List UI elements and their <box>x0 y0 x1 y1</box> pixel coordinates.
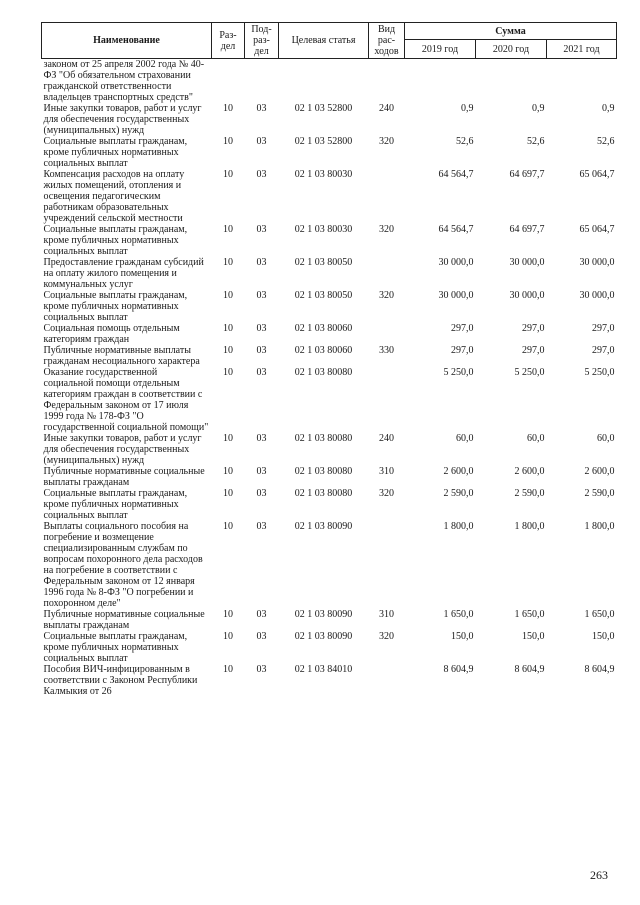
budget-table <box>41 22 617 697</box>
row-2021 <box>547 59 617 104</box>
row-vid: 310 <box>379 609 394 620</box>
row-2020: 1 800,0 <box>514 521 545 532</box>
row-2021: 297,0 <box>592 323 615 334</box>
row-vid: 240 <box>379 103 394 114</box>
row-podrazdel: 03 <box>256 631 267 642</box>
table-row <box>42 103 617 136</box>
row-name: Выплаты социального пособия на погребение и возмещение специализированным службам по вопросам похоронного дела расходов на погребение в соответствии с Федеральным законом от 12 января 1996 года № 8-ФЗ "О погребении и похоронном деле" <box>43 521 203 609</box>
row-2020: 2 600,0 <box>514 466 545 477</box>
row-2021: 60,0 <box>597 433 615 444</box>
row-2020: 5 250,0 <box>514 367 545 378</box>
row-2019: 0,9 <box>461 103 474 114</box>
row-2019: 64 564,7 <box>438 169 474 180</box>
row-razdel: 10 <box>223 103 233 114</box>
row-podrazdel: 03 <box>256 367 267 378</box>
row-vid <box>369 59 405 104</box>
row-target: 02 1 03 52800 <box>294 103 353 114</box>
row-podrazdel: 03 <box>256 257 267 268</box>
row-razdel: 10 <box>223 609 233 620</box>
row-razdel: 10 <box>223 631 233 642</box>
row-razdel: 10 <box>223 323 233 334</box>
row-podrazdel: 03 <box>256 345 267 356</box>
row-podrazdel: 03 <box>256 290 267 301</box>
row-vid: 330 <box>379 345 394 356</box>
table-row <box>42 224 617 257</box>
row-razdel: 10 <box>223 169 233 180</box>
header-podrazdel: Под-раз-дел <box>245 23 279 59</box>
row-name: Социальные выплаты гражданам, кроме публичных нормативных социальных выплат <box>43 290 188 323</box>
row-2020: 30 000,0 <box>509 290 545 301</box>
row-2021: 65 064,7 <box>579 169 615 180</box>
row-2019: 60,0 <box>456 433 474 444</box>
row-2019: 52,6 <box>456 136 474 147</box>
row-target: 02 1 03 80080 <box>294 367 353 378</box>
row-vid <box>369 257 405 290</box>
row-podrazdel: 03 <box>256 609 267 620</box>
row-podrazdel: 03 <box>256 664 267 675</box>
row-2020: 150,0 <box>522 631 545 642</box>
header-target: Целевая статья <box>279 23 369 59</box>
header-2020: 2020 год <box>476 40 547 59</box>
row-name: Публичные нормативные социальные выплаты гражданам <box>43 466 205 488</box>
table-row <box>42 488 617 521</box>
header-razdel: Раз-дел <box>212 23 245 59</box>
row-podrazdel: 03 <box>256 433 267 444</box>
row-2019: 297,0 <box>451 323 474 334</box>
row-2019: 1 800,0 <box>443 521 474 532</box>
row-name: Социальные выплаты гражданам, кроме публичных нормативных социальных выплат <box>43 136 188 169</box>
row-vid: 310 <box>379 466 394 477</box>
table-row <box>42 323 617 345</box>
row-2021: 2 600,0 <box>584 466 615 477</box>
row-razdel: 10 <box>223 290 233 301</box>
table-row <box>42 367 617 433</box>
table-row <box>42 169 617 224</box>
row-vid: 240 <box>379 433 394 444</box>
row-name: Предоставление гражданам субсидий на оплату жилого помещения и коммунальных услуг <box>43 257 204 290</box>
row-2021: 5 250,0 <box>584 367 615 378</box>
row-2021: 30 000,0 <box>579 257 615 268</box>
row-podrazdel: 03 <box>256 224 267 235</box>
row-2021: 2 590,0 <box>584 488 615 499</box>
row-vid <box>369 323 405 345</box>
row-name: Иные закупки товаров, работ и услуг для обеспечения государственных (муниципальных) нужд <box>43 103 202 136</box>
table-row <box>42 433 617 466</box>
table-body <box>42 59 617 698</box>
header-sum: Сумма <box>405 23 617 40</box>
row-2020: 60,0 <box>527 433 545 444</box>
row-podrazdel <box>245 59 279 104</box>
row-target: 02 1 03 80060 <box>294 323 353 334</box>
row-target: 02 1 03 80050 <box>294 257 353 268</box>
header-2019: 2019 год <box>405 40 476 59</box>
row-podrazdel: 03 <box>256 521 267 532</box>
row-name: Пособия ВИЧ-инфицированным в соответствии с Законом Республики Калмыкия от 26 <box>43 664 198 697</box>
row-name: Социальные выплаты гражданам, кроме публичных нормативных социальных выплат <box>43 224 188 257</box>
row-2019: 8 604,9 <box>443 664 474 675</box>
row-name: Компенсация расходов на оплату жилых помещений, отопления и освещения педагогическим работникам образовательных учреждений сельской местности <box>43 169 185 224</box>
row-target: 02 1 03 84010 <box>294 664 353 675</box>
row-2020: 297,0 <box>522 323 545 334</box>
header-2021: 2021 год <box>547 40 617 59</box>
row-razdel <box>212 59 245 104</box>
row-2019: 2 590,0 <box>443 488 474 499</box>
row-target: 02 1 03 80030 <box>294 169 353 180</box>
row-2019: 30 000,0 <box>438 290 474 301</box>
row-name: законом от 25 апреля 2002 года № 40-ФЗ "Об обязательном страховании гражданской ответственности владельцев транспортных средств" <box>43 59 205 103</box>
row-2021: 65 064,7 <box>579 224 615 235</box>
row-target: 02 1 03 80080 <box>294 488 353 499</box>
row-2020: 0,9 <box>532 103 545 114</box>
row-2020: 297,0 <box>522 345 545 356</box>
row-2020: 64 697,7 <box>509 169 545 180</box>
row-vid: 320 <box>379 290 394 301</box>
row-name: Публичные нормативные социальные выплаты гражданам <box>43 609 205 631</box>
row-target: 02 1 03 80080 <box>294 466 353 477</box>
row-razdel: 10 <box>223 466 233 477</box>
row-target: 02 1 03 80050 <box>294 290 353 301</box>
row-2019: 5 250,0 <box>443 367 474 378</box>
row-2019 <box>405 59 476 104</box>
row-razdel: 10 <box>223 136 233 147</box>
row-2021: 150,0 <box>592 631 615 642</box>
row-2021: 1 800,0 <box>584 521 615 532</box>
table-row <box>42 345 617 367</box>
header-vid: Вид рас-ходов <box>369 23 405 59</box>
table-row <box>42 136 617 169</box>
header-name: Наименование <box>42 23 212 59</box>
row-podrazdel: 03 <box>256 488 267 499</box>
row-target: 02 1 03 80030 <box>294 224 353 235</box>
row-podrazdel: 03 <box>256 136 267 147</box>
row-target: 02 1 03 80060 <box>294 345 353 356</box>
row-razdel: 10 <box>223 521 233 532</box>
row-name: Оказание государственной социальной помощи отдельным категориям граждан в соответствии с Федеральным законом от 17 июля 1999 года № 178-ФЗ "О государственной социальной помощи" <box>43 367 209 433</box>
row-target: 02 1 03 80090 <box>294 631 353 642</box>
row-2020: 52,6 <box>527 136 545 147</box>
table-row <box>42 257 617 290</box>
row-name: Иные закупки товаров, работ и услуг для обеспечения государственных (муниципальных) нужд <box>43 433 202 466</box>
row-2021: 52,6 <box>597 136 615 147</box>
row-2021: 297,0 <box>592 345 615 356</box>
row-2020 <box>476 59 547 104</box>
row-razdel: 10 <box>223 257 233 268</box>
row-2020: 1 650,0 <box>514 609 545 620</box>
row-vid <box>369 521 405 609</box>
row-target: 02 1 03 80090 <box>294 609 353 620</box>
row-vid: 320 <box>379 136 394 147</box>
row-vid: 320 <box>379 224 394 235</box>
page-number: 263 <box>590 868 608 882</box>
row-podrazdel: 03 <box>256 103 267 114</box>
row-vid <box>369 664 405 697</box>
table-row <box>42 290 617 323</box>
row-vid <box>369 169 405 224</box>
table-row <box>42 521 617 609</box>
table-row <box>42 59 617 104</box>
row-name: Социальные выплаты гражданам, кроме публичных нормативных социальных выплат <box>43 488 188 521</box>
row-razdel: 10 <box>223 433 233 444</box>
row-razdel: 10 <box>223 224 233 235</box>
row-podrazdel: 03 <box>256 323 267 334</box>
row-2021: 0,9 <box>602 103 615 114</box>
row-razdel: 10 <box>223 345 233 356</box>
row-name: Публичные нормативные выплаты гражданам несоциального характера <box>43 345 200 367</box>
row-2019: 1 650,0 <box>443 609 474 620</box>
row-name: Социальная помощь отдельным категориям граждан <box>43 323 180 345</box>
row-target: 02 1 03 80090 <box>294 521 353 532</box>
row-2019: 297,0 <box>451 345 474 356</box>
row-razdel: 10 <box>223 488 233 499</box>
row-target: 02 1 03 52800 <box>294 136 353 147</box>
row-2021: 30 000,0 <box>579 290 615 301</box>
table-row <box>42 466 617 488</box>
row-razdel: 10 <box>223 367 233 378</box>
table-row <box>42 609 617 631</box>
row-razdel: 10 <box>223 664 233 675</box>
table-row <box>42 664 617 697</box>
row-vid: 320 <box>379 631 394 642</box>
row-2020: 8 604,9 <box>514 664 545 675</box>
row-2019: 150,0 <box>451 631 474 642</box>
row-vid: 320 <box>379 488 394 499</box>
table-row <box>42 631 617 664</box>
row-2021: 8 604,9 <box>584 664 615 675</box>
row-2021: 1 650,0 <box>584 609 615 620</box>
row-2019: 30 000,0 <box>438 257 474 268</box>
row-2019: 64 564,7 <box>438 224 474 235</box>
row-target: 02 1 03 80080 <box>294 433 353 444</box>
row-2020: 30 000,0 <box>509 257 545 268</box>
row-2020: 64 697,7 <box>509 224 545 235</box>
row-vid <box>369 367 405 433</box>
row-podrazdel: 03 <box>256 169 267 180</box>
row-2020: 2 590,0 <box>514 488 545 499</box>
row-2019: 2 600,0 <box>443 466 474 477</box>
row-podrazdel: 03 <box>256 466 267 477</box>
row-name: Социальные выплаты гражданам, кроме публичных нормативных социальных выплат <box>43 631 188 664</box>
row-target <box>279 59 369 104</box>
